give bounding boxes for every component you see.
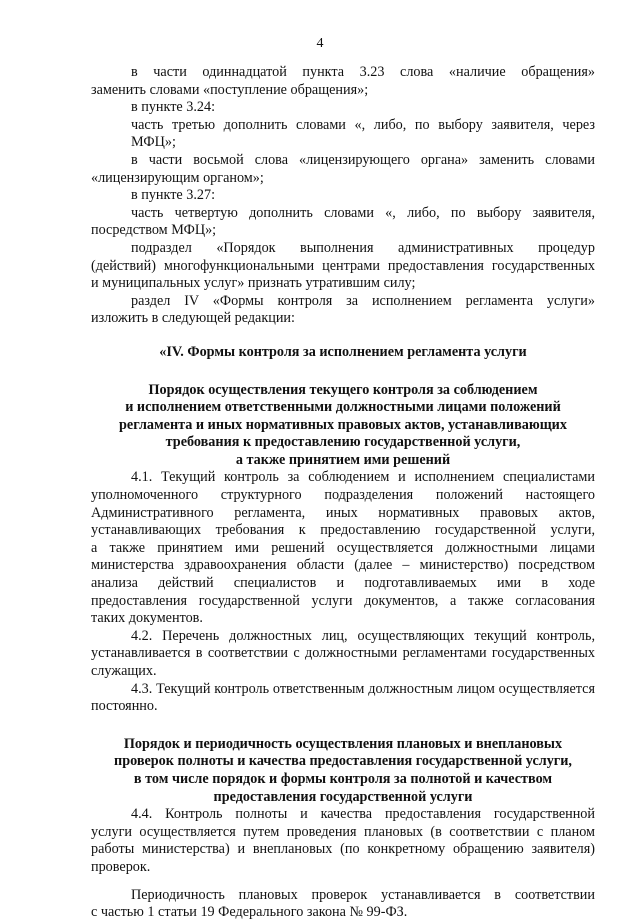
- text-line: проверок.: [91, 858, 151, 875]
- heading-line: предоставления государственной услуги: [213, 788, 473, 805]
- text-line: Административного регламента, иных нормативных правовых актов,: [91, 504, 595, 521]
- heading-line: и исполнением ответственными должностными лицами положений: [125, 399, 561, 416]
- paragraph-4-5: [91, 887, 595, 922]
- text-line: уполномоченного структурного подразделения положений настоящего: [91, 487, 595, 504]
- text-line: устанавливающих требования к предоставлению государственной услуги,: [91, 522, 595, 539]
- text-line: 4.4. Контроль полноты и качества предоставления государственной: [131, 806, 595, 823]
- paragraph-4-2: [91, 628, 595, 681]
- text-line: в пункте 3.24:: [131, 99, 216, 116]
- text-line: заменить словами «поступление обращения»;: [91, 81, 369, 98]
- paragraph-4-1: [91, 469, 595, 627]
- heading-line: а также принятием ими решений: [235, 451, 451, 468]
- text-line: таких документов.: [91, 610, 203, 627]
- text-line: в части одиннадцатой пункта 3.23 слова «наличие обращения»: [131, 64, 595, 80]
- text-line: (действий) многофункциональными центрами предоставления государственных: [91, 257, 595, 274]
- heading-line: проверок полноты и качества предоставления государственной услуги,: [114, 753, 572, 770]
- document-body: [91, 64, 595, 922]
- section-title: [91, 344, 595, 362]
- paragraph-4-4: [91, 806, 595, 876]
- text-line: служащих.: [91, 663, 157, 679]
- subsection-heading-current-control: [91, 382, 595, 470]
- paragraph-part-eight: [91, 152, 595, 187]
- text-line: услуги осуществляется путем проведения плановых (в соответствии с планом: [91, 823, 595, 840]
- text-line: 4.1. Текущий контроль за соблюдением и исполнением специалистами: [131, 469, 595, 486]
- text-line: посредством МФЦ»;: [91, 222, 217, 239]
- paragraph-section-iv: [91, 293, 595, 328]
- page-number: 4: [316, 36, 324, 51]
- heading-line: Порядок и периодичность осуществления плановых и внеплановых: [123, 735, 563, 752]
- text-line: Периодичность плановых проверок устанавливается в соответствии: [131, 886, 595, 903]
- text-line: в части восьмой слова «лицензирующего органа» заменить словами: [131, 151, 595, 168]
- heading-line: регламента и иных нормативных правовых актов, устанавливающих: [119, 416, 567, 433]
- heading-line: Порядок осуществления текущего контроля за соблюдением: [148, 381, 538, 398]
- section-title-text: «IV. Формы контроля за исполнением регламента услуги: [159, 343, 527, 360]
- text-line: министерства здравоохранения области (далее – министерство) посредством: [91, 557, 595, 574]
- text-line: постоянно.: [91, 698, 158, 715]
- text-line: 4.3. Текущий контроль ответственным должностным лицом осуществляется: [131, 680, 595, 697]
- text-line: «лицензирующим органом»;: [91, 169, 264, 186]
- paragraph-point-3-24: [91, 99, 595, 117]
- paragraph-point-3-27: [91, 187, 595, 205]
- text-line: работы министерства) и внеплановых (по конкретному обращению заявителя): [91, 841, 595, 858]
- paragraph-subsection-repeal: [91, 240, 595, 293]
- paragraph-part-three: [91, 117, 595, 152]
- text-line: устанавливается в соответствии с должностными регламентами государственных: [91, 645, 595, 662]
- paragraph-part-four: [91, 205, 595, 240]
- text-line: часть третью дополнить словами «, либо, по выбору заявителя, через МФЦ»;: [131, 116, 595, 151]
- text-line: в пункте 3.27:: [131, 187, 216, 204]
- text-line: предоставления государственной услуги документов, а также согласования: [91, 592, 595, 609]
- text-line: анализа действий специалистов и подготавливаемых ими в ходе: [91, 575, 595, 592]
- text-line: с частью 1 статьи 19 Федерального закона № 99-ФЗ.: [91, 904, 408, 921]
- text-line: а также принятием ими решений осуществляется должностными лицами: [91, 539, 595, 556]
- heading-line: в том числе порядок и формы контроля за полнотой и качеством: [133, 770, 553, 787]
- text-line: часть четвертую дополнить словами «, либо, по выбору заявителя,: [131, 204, 595, 221]
- text-line: раздел IV «Формы контроля за исполнением регламента услуги»: [131, 292, 595, 309]
- paragraph-4-3: [91, 681, 595, 716]
- text-line: изложить в следующей редакции:: [91, 310, 295, 327]
- text-line: и муниципальных услуг» признать утратившим силу;: [91, 275, 416, 292]
- subsection-heading-inspections: [91, 736, 595, 806]
- text-line: 4.2. Перечень должностных лиц, осуществляющих текущий контроль,: [131, 627, 595, 644]
- paragraph-amend-3-23: [91, 64, 595, 99]
- heading-line: требования к предоставлению государственной услуги,: [165, 434, 521, 451]
- text-line: подраздел «Порядок выполнения административных процедур: [131, 239, 595, 256]
